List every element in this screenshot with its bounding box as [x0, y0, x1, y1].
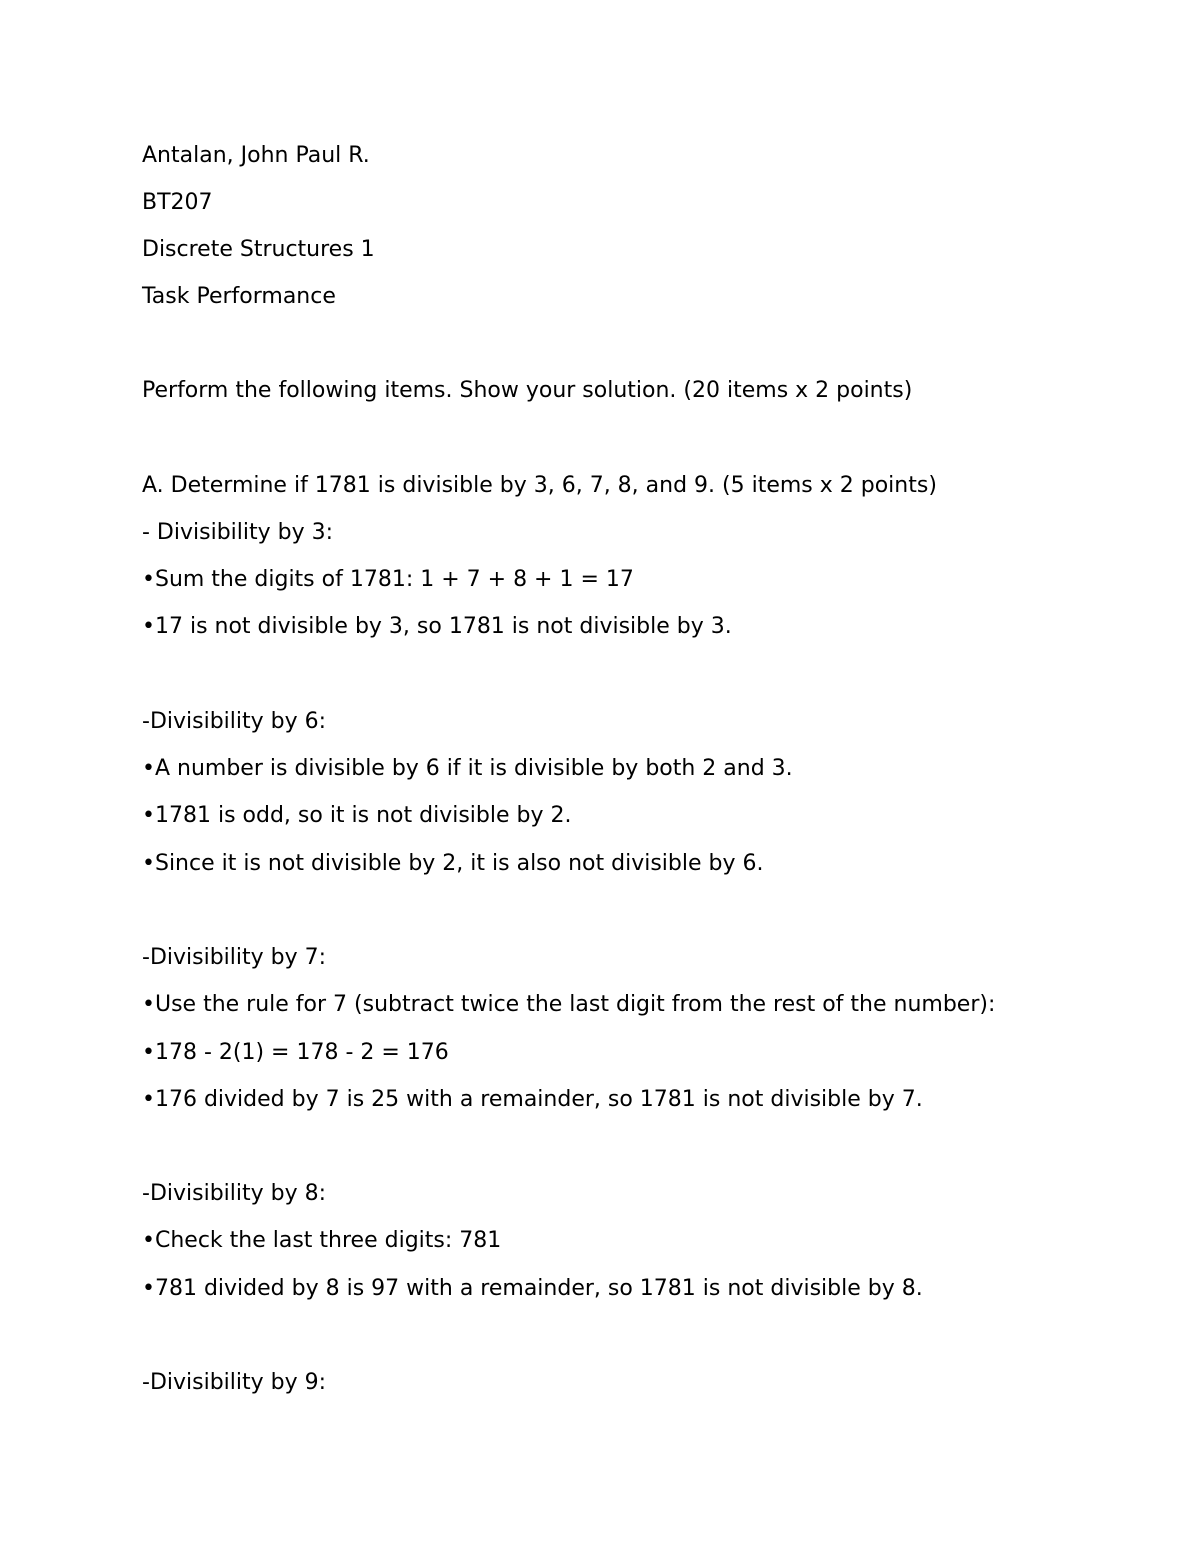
div3-bullet: •Sum the digits of 1781: 1 + 7 + 8 + 1 = 17	[142, 567, 634, 592]
div6-bullet: •1781 is odd, so it is not divisible by 2.	[142, 803, 572, 828]
div6-heading: -Divisibility by 6:	[142, 709, 327, 734]
div8-bullet: •781 divided by 8 is 97 with a remainder, so 1781 is not divisible by 8.	[142, 1276, 923, 1301]
instructions: Perform the following items. Show your solution. (20 items x 2 points)	[142, 378, 913, 403]
div7-heading: -Divisibility by 7:	[142, 945, 327, 970]
student-name: Antalan, John Paul R.	[142, 143, 370, 168]
div7-bullet: •176 divided by 7 is 25 with a remainder, so 1781 is not divisible by 7.	[142, 1087, 923, 1112]
course-title: Discrete Structures 1	[142, 237, 375, 262]
div3-heading: - Divisibility by 3:	[142, 520, 334, 545]
part-a-title: A. Determine if 1781 is divisible by 3, 6, 7, 8, and 9. (5 items x 2 points)	[142, 473, 937, 498]
div8-bullet: •Check the last three digits: 781	[142, 1228, 502, 1253]
section-code: BT207	[142, 190, 213, 215]
activity-title: Task Performance	[142, 284, 336, 309]
div9-heading: -Divisibility by 9:	[142, 1370, 327, 1395]
div7-bullet: •178 - 2(1) = 178 - 2 = 176	[142, 1040, 449, 1065]
div3-bullet: •17 is not divisible by 3, so 1781 is not divisible by 3.	[142, 614, 732, 639]
div8-heading: -Divisibility by 8:	[142, 1181, 327, 1206]
div6-bullet: •A number is divisible by 6 if it is divisible by both 2 and 3.	[142, 756, 793, 781]
div6-bullet: •Since it is not divisible by 2, it is also not divisible by 6.	[142, 851, 764, 876]
div7-bullet: •Use the rule for 7 (subtract twice the last digit from the rest of the number):	[142, 992, 996, 1017]
